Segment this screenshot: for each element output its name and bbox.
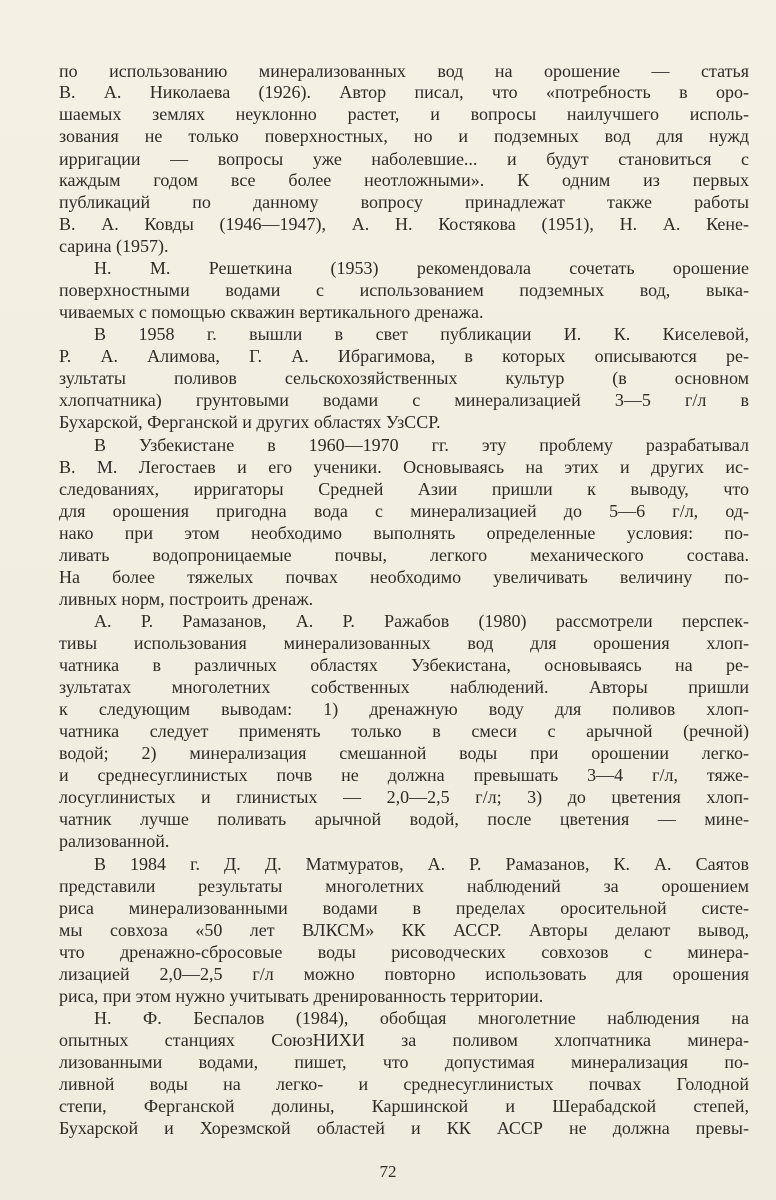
- text-line: поверхностными водами с использованием подземных вод, выка-: [59, 280, 749, 300]
- text-line: В Узбекистане в 1960—1970 гг. эту проблему разрабатывал: [94, 435, 749, 455]
- text-line: к следующим выводам: 1) дренажную воду для поливов хлоп-: [59, 699, 749, 719]
- text-line: лосуглинистых и глинистых — 2,0—2,5 г/л; 3) до цветения хлоп-: [59, 787, 749, 807]
- text-line: ирригации — вопросы уже наболевшие... и будут становиться с: [59, 149, 749, 169]
- text-line: нако при этом необходимо выполнять определенные условия: по-: [59, 523, 749, 543]
- text-line: В 1984 г. Д. Д. Матмуратов, А. Р. Рамазанов, К. А. Саятов: [94, 854, 749, 874]
- text-line: зультаты поливов сельскохозяйственных культур (в основном: [59, 368, 749, 388]
- text-line: что дренажно-сбросовые воды рисоводческих совхозов с минера-: [59, 942, 749, 962]
- text-line: тивы использования минерализованных вод для орошения хлоп-: [59, 633, 749, 653]
- text-line: Н. Ф. Беспалов (1984), обобщая многолетние наблюдения на: [94, 1008, 749, 1028]
- text-line: шаемых землях неуклонно растет, и вопросы наилучшего исполь-: [59, 104, 749, 124]
- text-line: представили результаты многолетних наблюдений за орошением: [59, 876, 749, 896]
- text-line: каждым годом все более неотложными». К одним из первых: [59, 170, 749, 190]
- text-line: степи, Ферганской долины, Каршинской и Шерабадской степей,: [59, 1096, 749, 1116]
- text-line: чиваемых с помощью скважин вертикального дренажа.: [59, 302, 484, 322]
- text-line: Р. А. Алимова, Г. А. Ибрагимова, в которых описываются ре-: [59, 346, 749, 366]
- text-line: риса, при этом нужно учитывать дренированность территории.: [59, 986, 544, 1006]
- text-line: мы совхоза «50 лет ВЛКСМ» КК АССР. Авторы делают вывод,: [59, 920, 749, 940]
- text-line: В 1958 г. вышли в свет публикации И. К. Киселевой,: [94, 324, 749, 344]
- page-number: 72: [379, 1162, 397, 1181]
- text-line: чатник лучше поливать арычной водой, после цветения — мине-: [59, 809, 749, 829]
- text-line: ливных норм, построить дренаж.: [59, 589, 314, 609]
- text-line: ливать водопроницаемые почвы, легкого механического состава.: [59, 545, 749, 565]
- text-line: чатника следует применять только в смеси с арычной (речной): [59, 721, 749, 741]
- text-line: рализованной.: [59, 831, 170, 851]
- text-line: В. А. Ковды (1946—1947), А. Н. Костякова (1951), Н. А. Кене-: [59, 214, 749, 234]
- text-line: Бухарской, Ферганской и других областях УзССР.: [59, 412, 441, 432]
- text-line: В. М. Легостаев и его ученики. Основываясь на этих и других ис-: [59, 457, 749, 477]
- text-line: водой; 2) минерализация смешанной воды при орошении легко-: [59, 743, 749, 763]
- text-line: риса минерализованными водами в пределах оросительной систе-: [59, 898, 749, 918]
- text-line: чатника в различных областях Узбекистана, основываясь на ре-: [59, 655, 749, 675]
- text-line: В. А. Николаева (1926). Автор писал, что «потребность в оро-: [59, 82, 749, 102]
- text-line: Н. М. Решеткина (1953) рекомендовала сочетать орошение: [94, 258, 749, 278]
- text-line: по использованию минерализованных вод на орошение — статья: [59, 61, 749, 81]
- text-line: для орошения пригодна вода с минерализацией до 5—6 г/л, од-: [59, 501, 749, 521]
- text-line: ливной воды на легко- и среднесуглинистых почвах Голодной: [59, 1074, 749, 1094]
- text-line: следованиях, ирригаторы Средней Азии пришли к выводу, что: [59, 479, 749, 499]
- text-line: и среднесуглинистых почв не должна превышать 3—4 г/л, тяже-: [59, 765, 749, 785]
- text-line: опытных станциях СоюзНИХИ за поливом хлопчатника минера-: [59, 1030, 749, 1050]
- text-line: зультатах многолетних собственных наблюдений. Авторы пришли: [59, 677, 749, 697]
- text-line: На более тяжелых почвах необходимо увеличивать величину по-: [59, 567, 749, 587]
- text-line: публикаций по данному вопросу принадлежат также работы: [59, 192, 749, 212]
- text-line: лизованными водами, пишет, что допустимая минерализация по-: [59, 1052, 749, 1072]
- text-line: сарина (1957).: [59, 236, 169, 256]
- text-line: лизацией 2,0—2,5 г/л можно повторно использовать для орошения: [59, 964, 749, 984]
- text-line: Бухарской и Хорезмской областей и КК АССР не должна превы-: [59, 1118, 749, 1138]
- text-line: зования не только поверхностных, но и подземных вод для нужд: [59, 126, 749, 146]
- text-line: А. Р. Рамазанов, А. Р. Ражабов (1980) рассмотрели перспек-: [94, 611, 749, 631]
- text-line: хлопчатника) грунтовыми водами с минерализацией 3—5 г/л в: [59, 390, 749, 410]
